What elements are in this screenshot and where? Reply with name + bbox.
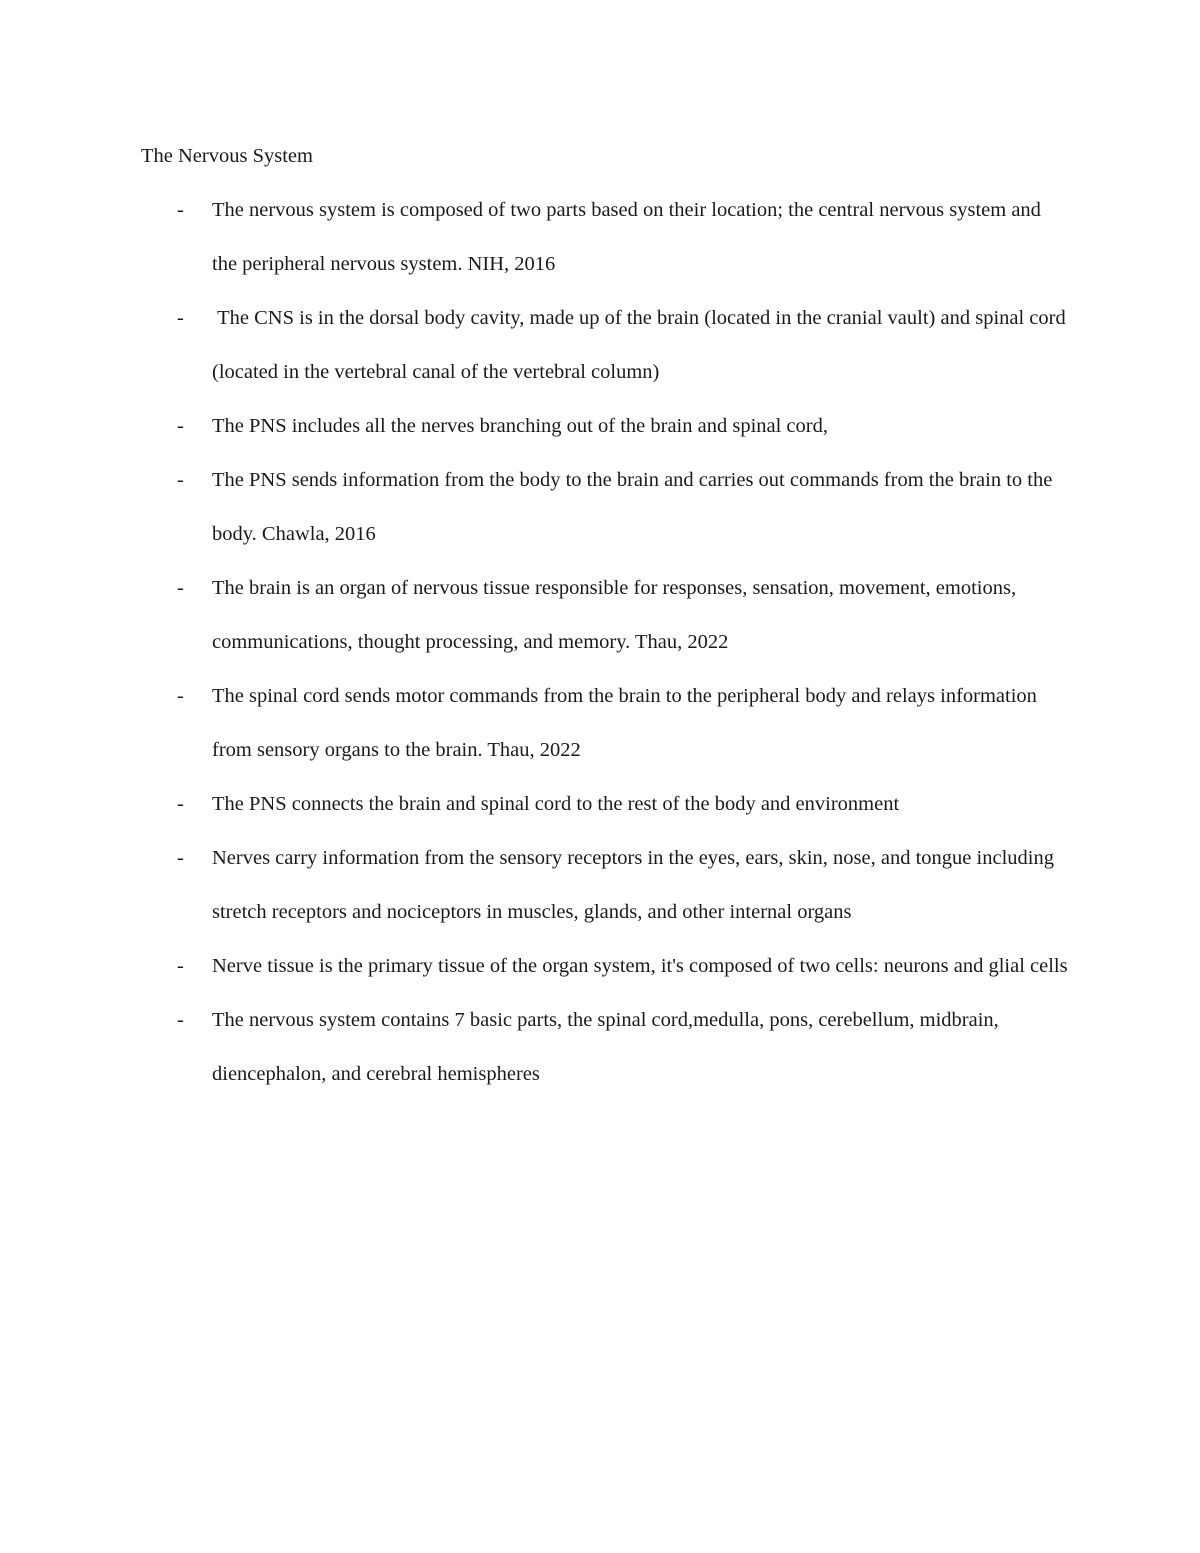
list-item-text: The brain is an organ of nervous tissue responsible for responses, sensation, movement, emotions, communications, thought processing, and memory. Thau, 2022 <box>212 577 1017 653</box>
list-item-text: Nerves carry information from the sensory receptors in the eyes, ears, skin, nose, and tongue including stretch receptors and nociceptors in muscles, glands, and other internal organs <box>212 847 1054 923</box>
list-item <box>141 291 1071 399</box>
bullet-dash: - <box>177 793 184 815</box>
list-item-text: The CNS is in the dorsal body cavity, made up of the brain (located in the cranial vault) and spinal cord (located in the vertebral canal of the vertebral column) <box>212 307 1071 383</box>
bullet-dash: - <box>177 469 184 491</box>
bullet-dash: - <box>177 847 184 869</box>
bullet-dash: - <box>177 307 184 329</box>
bullet-dash: - <box>177 199 184 221</box>
list-item-text: The spinal cord sends motor commands from the brain to the peripheral body and relays information from sensory organs to the brain. Thau, 2022 <box>212 685 1037 761</box>
list-item-text: The PNS includes all the nerves branching out of the brain and spinal cord, <box>212 415 828 437</box>
bullet-dash: - <box>177 415 184 437</box>
bullet-dash: - <box>177 1009 184 1031</box>
list-item <box>141 183 1071 291</box>
list-item <box>141 561 1071 669</box>
list-item-text: Nerve tissue is the primary tissue of the organ system, it's composed of two cells: neurons and glial cells <box>212 955 1068 977</box>
bullet-dash: - <box>177 955 184 977</box>
list-item <box>141 777 1071 831</box>
list-item-text: The nervous system contains 7 basic parts, the spinal cord,medulla, pons, cerebellum, midbrain, diencephalon, and cerebral hemispheres <box>212 1009 999 1085</box>
list-item <box>141 399 1071 453</box>
list-item <box>141 669 1071 777</box>
list-item <box>141 939 1071 993</box>
bullet-dash: - <box>177 685 184 707</box>
list-item-text: The PNS sends information from the body to the brain and carries out commands from the brain to the body. Chawla, 2016 <box>212 469 1053 545</box>
list-item <box>141 453 1071 561</box>
list-item-text: The PNS connects the brain and spinal cord to the rest of the body and environment <box>212 793 900 815</box>
bullet-dash: - <box>177 577 184 599</box>
bullet-list <box>141 196 1071 1115</box>
list-item <box>141 831 1071 939</box>
list-item-text: The nervous system is composed of two parts based on their location; the central nervous system and the peripheral nervous system. NIH, 2016 <box>212 199 1041 275</box>
list-item <box>141 993 1071 1101</box>
document-title: The Nervous System <box>141 145 313 167</box>
